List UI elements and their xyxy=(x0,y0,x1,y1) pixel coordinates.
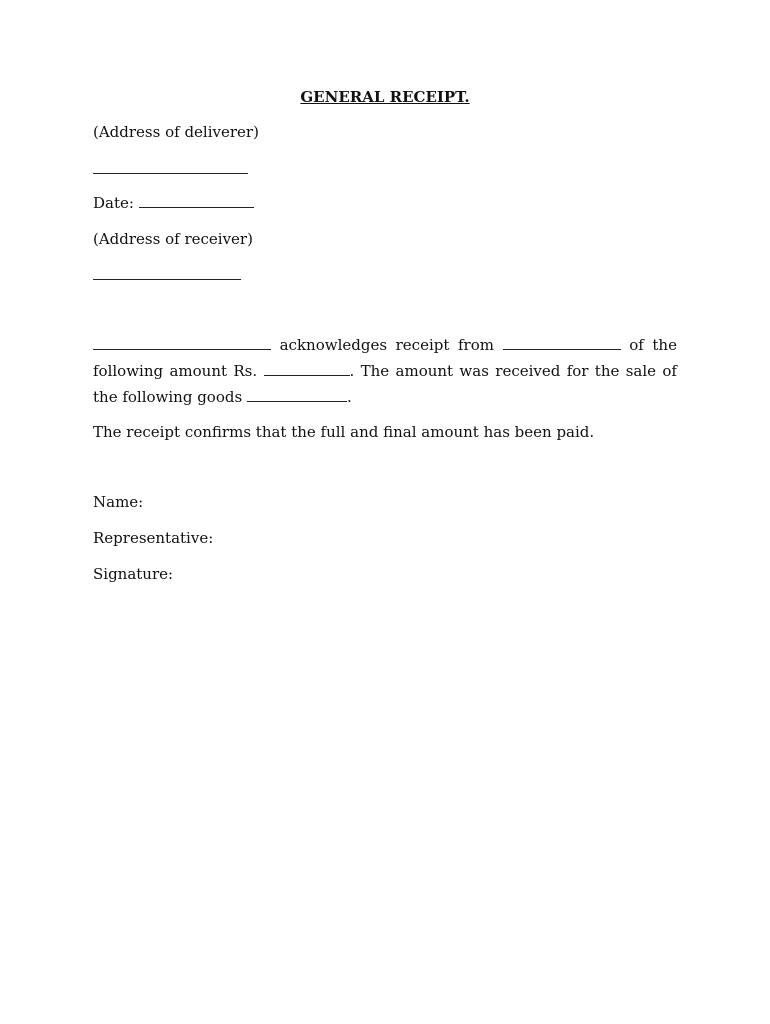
goods-period: . xyxy=(346,388,352,406)
address-deliverer-label: (Address of deliverer) xyxy=(93,123,259,141)
of-the-text: of the xyxy=(629,336,677,354)
following-goods-text: the following goods xyxy=(93,388,243,406)
following-amount-text: following amount Rs. xyxy=(93,362,258,380)
confirmation-paragraph: The receipt confirms that the full and final amount has been paid. xyxy=(93,423,595,441)
paragraph-line-1 xyxy=(93,336,677,354)
name-label: Name: xyxy=(93,493,144,511)
date-label: Date: xyxy=(93,194,134,212)
address-receiver-blank[interactable] xyxy=(93,266,241,280)
acknowledges-text: acknowledges receipt from xyxy=(279,336,494,354)
address-deliverer-blank-row xyxy=(93,160,248,178)
goods-blank[interactable] xyxy=(247,388,347,402)
address-receiver-label: (Address of receiver) xyxy=(93,230,253,248)
payer-blank[interactable] xyxy=(503,336,621,350)
received-text: . The amount was received for the sale of xyxy=(349,362,677,380)
acknowledger-blank[interactable] xyxy=(93,336,271,350)
amount-blank[interactable] xyxy=(264,362,350,376)
signature-label: Signature: xyxy=(93,565,174,583)
address-receiver-blank-row xyxy=(93,266,241,284)
address-deliverer-blank[interactable] xyxy=(93,160,248,174)
paragraph-line-2 xyxy=(93,362,677,380)
date-blank[interactable] xyxy=(139,194,254,208)
date-row xyxy=(93,194,254,212)
paragraph-line-3 xyxy=(93,388,352,406)
document-title: GENERAL RECEIPT. xyxy=(300,88,470,106)
representative-label: Representative: xyxy=(93,529,214,547)
